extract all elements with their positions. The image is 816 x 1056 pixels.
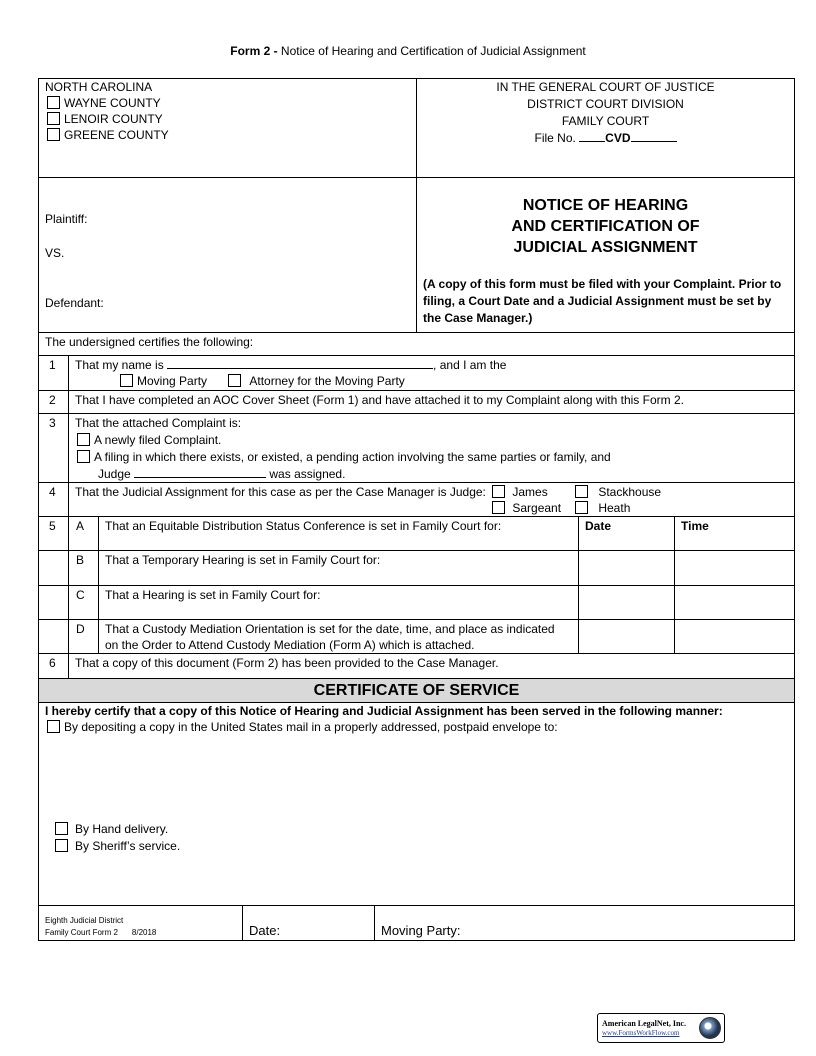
pending-action-option: A filing in which there exists, or existed, a pending action involving the same parties or family, and	[77, 449, 611, 465]
file-no-blank[interactable]	[579, 141, 605, 142]
plaintiff-label: Plaintiff:	[45, 212, 88, 226]
certifies-intro: The undersigned certifies the following:	[45, 335, 254, 349]
time-header: Time	[681, 519, 709, 533]
venue-block	[45, 79, 169, 143]
judge-option: Stackhouse	[575, 484, 661, 500]
date-header: Date	[585, 519, 612, 533]
american-legalnet-logo	[597, 1013, 725, 1043]
service-title: CERTIFICATE OF SERVICE	[313, 682, 520, 699]
mail-option: By depositing a copy in the United States mail in a properly addressed, postpaid envelope to:	[47, 719, 558, 735]
county-option[interactable]: LENOIR COUNTY	[45, 111, 169, 127]
county-option[interactable]: WAYNE COUNTY	[45, 95, 169, 111]
file-no-blank-2[interactable]	[631, 141, 677, 142]
name-blank[interactable]	[167, 368, 433, 369]
pending-action-checkbox[interactable]	[77, 450, 90, 463]
judge-heath-checkbox[interactable]	[575, 501, 588, 514]
item-2-text: That I have completed an AOC Cover Sheet (Form 1) and have attached it to my Complaint along with this Form 2.	[75, 393, 684, 407]
item-1-text: That my name is , and I am the	[75, 358, 507, 372]
hand-option: By Hand delivery.	[55, 821, 168, 837]
judge-option: James	[492, 484, 548, 500]
judge-blank[interactable]	[134, 477, 266, 478]
court-line-2: DISTRICT COURT DIVISION	[527, 97, 684, 111]
court-line-1: IN THE GENERAL COURT OF JUSTICE	[496, 80, 715, 94]
judge-james-checkbox[interactable]	[492, 485, 505, 498]
sheriff-service-checkbox[interactable]	[55, 839, 68, 852]
item-3-text: That the attached Complaint is:	[75, 416, 242, 430]
logo-name: American LegalNet, Inc.	[602, 1019, 686, 1028]
item-number: 2	[49, 393, 56, 407]
item-4-text: That the Judicial Assignment for this case as per the Case Manager is Judge:	[75, 485, 486, 499]
court-block	[417, 79, 794, 147]
judge-stackhouse-checkbox[interactable]	[575, 485, 588, 498]
logo-url: www.FormsWorkFlow.com	[602, 1029, 680, 1037]
mail-checkbox[interactable]	[47, 720, 60, 733]
form-title: Notice of Hearing and Certification of Judicial Assignment	[280, 44, 586, 58]
defendant-label: Defendant:	[45, 296, 104, 310]
court-line-3: FAMILY COURT	[561, 114, 650, 128]
judge-option: Sargeant	[492, 500, 561, 516]
footer-date-label: Date:	[249, 923, 281, 938]
row-text: That a Hearing is set in Family Court for:	[105, 588, 321, 602]
footer-form: Family Court Form 2 8/2018	[45, 928, 157, 937]
footer-moving-party-label: Moving Party:	[381, 923, 461, 938]
new-complaint-option: A newly filed Complaint.	[77, 432, 221, 448]
file-number: File No. CVD	[417, 130, 794, 147]
row-letter: D	[76, 622, 85, 636]
form-number: Form 2 -	[230, 44, 278, 58]
form-header	[0, 44, 816, 58]
greene-county-checkbox[interactable]	[47, 128, 60, 141]
globe-icon	[699, 1017, 721, 1039]
row-letter: B	[76, 553, 85, 567]
notice-instructions: (A copy of this form must be filed with your Complaint. Prior to filing, a Court Date and a Judicial Assignment must be set by the Case Manager.)	[423, 277, 782, 325]
attorney-checkbox[interactable]	[228, 374, 241, 387]
wayne-county-checkbox[interactable]	[47, 96, 60, 109]
county-option[interactable]: GREENE COUNTY	[45, 127, 169, 143]
row-text: That a Temporary Hearing is set in Family Court for:	[105, 553, 381, 567]
item-number: 1	[49, 358, 56, 372]
item-number: 3	[49, 416, 56, 430]
vs-label: VS.	[45, 246, 65, 260]
row-text: That an Equitable Distribution Status Conference is set in Family Court for:	[105, 519, 502, 533]
item-6-text: That a copy of this document (Form 2) has been provided to the Case Manager.	[75, 656, 499, 670]
row-letter: C	[76, 588, 85, 602]
judge-option: Heath	[575, 500, 630, 516]
item-number: 6	[49, 656, 56, 670]
item-number: 5	[49, 519, 56, 533]
row-text: That a Custody Mediation Orientation is set for the date, time, and place as indicated	[105, 622, 555, 636]
item-1-options: Moving Party Attorney for the Moving Party	[120, 373, 405, 389]
row-letter: A	[76, 519, 85, 533]
footer-district: Eighth Judicial District	[45, 916, 124, 925]
moving-party-checkbox[interactable]	[120, 374, 133, 387]
new-complaint-checkbox[interactable]	[77, 433, 90, 446]
judge-assigned: Judge was assigned.	[98, 467, 346, 481]
item-number: 4	[49, 485, 56, 499]
service-certify: I hereby certify that a copy of this Notice of Hearing and Judicial Assignment has been served in the following manner:	[45, 704, 723, 718]
lenoir-county-checkbox[interactable]	[47, 112, 60, 125]
row-text: on the Order to Attend Custody Mediation (Form A) which is attached.	[105, 638, 475, 652]
venue-state: NORTH CAROLINA	[45, 80, 153, 94]
hand-delivery-checkbox[interactable]	[55, 822, 68, 835]
notice-title: NOTICE OF HEARING AND CERTIFICATION OF JUDICIAL ASSIGNMENT	[511, 197, 700, 256]
judge-sargeant-checkbox[interactable]	[492, 501, 505, 514]
sheriff-option: By Sheriff’s service.	[55, 838, 180, 854]
